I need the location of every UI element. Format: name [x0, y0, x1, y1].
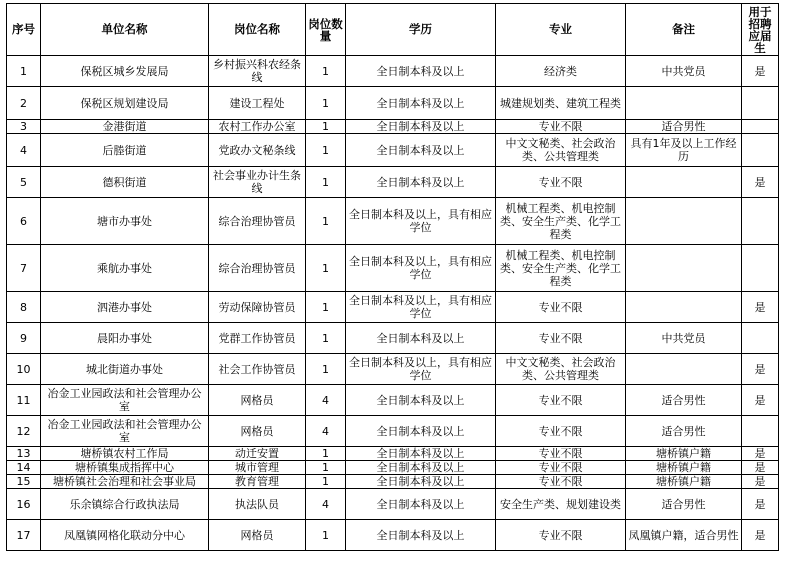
cell-position: 社会事业办计生条线	[209, 167, 306, 198]
cell-position: 动迁安置	[209, 447, 306, 461]
cell-major: 中文文秘类、社会政治类、公共管理类	[496, 354, 626, 385]
cell-count: 4	[306, 385, 346, 416]
cell-position: 乡村振兴科农经条线	[209, 56, 306, 87]
cell-index: 14	[7, 461, 41, 475]
cell-index: 4	[7, 134, 41, 167]
cell-major: 专业不限	[496, 461, 626, 475]
cell-unit: 塘桥镇集成指挥中心	[41, 461, 209, 475]
cell-position: 党政办文秘条线	[209, 134, 306, 167]
cell-remarks: 塘桥镇户籍	[626, 475, 742, 489]
cell-count: 1	[306, 198, 346, 245]
cell-major: 安全生产类、规划建设类	[496, 489, 626, 520]
cell-education: 全日制本科及以上，具有相应学位	[346, 198, 496, 245]
cell-position: 网格员	[209, 520, 306, 551]
cell-fresh-grad	[742, 323, 779, 354]
cell-count: 1	[306, 354, 346, 385]
cell-index: 10	[7, 354, 41, 385]
cell-education: 全日制本科及以上，具有相应学位	[346, 354, 496, 385]
cell-unit: 塘市办事处	[41, 198, 209, 245]
cell-index: 9	[7, 323, 41, 354]
cell-remarks: 适合男性	[626, 385, 742, 416]
cell-index: 3	[7, 120, 41, 134]
cell-remarks: 中共党员	[626, 56, 742, 87]
table-body	[7, 56, 779, 551]
cell-major: 专业不限	[496, 475, 626, 489]
cell-index: 7	[7, 245, 41, 292]
cell-position: 综合治理协管员	[209, 245, 306, 292]
cell-position: 社会工作协管员	[209, 354, 306, 385]
cell-index: 17	[7, 520, 41, 551]
cell-unit: 塘桥镇社会治理和社会事业局	[41, 475, 209, 489]
cell-major: 专业不限	[496, 167, 626, 198]
cell-fresh-grad	[742, 245, 779, 292]
cell-major: 中文文秘类、社会政治类、公共管理类	[496, 134, 626, 167]
cell-unit: 保税区城乡发展局	[41, 56, 209, 87]
header-education: 学历	[346, 4, 496, 56]
table-row	[7, 475, 779, 489]
cell-position: 劳动保障协管员	[209, 292, 306, 323]
cell-education: 全日制本科及以上	[346, 323, 496, 354]
cell-index: 15	[7, 475, 41, 489]
cell-major: 专业不限	[496, 292, 626, 323]
cell-fresh-grad: 是	[742, 385, 779, 416]
header-count: 岗位数量	[306, 4, 346, 56]
cell-count: 1	[306, 120, 346, 134]
cell-count: 1	[306, 245, 346, 292]
cell-unit: 冶金工业园政法和社会管理办公室	[41, 385, 209, 416]
header-position: 岗位名称	[209, 4, 306, 56]
table-row	[7, 134, 779, 167]
cell-remarks	[626, 167, 742, 198]
cell-education: 全日制本科及以上	[346, 461, 496, 475]
cell-position: 建设工程处	[209, 87, 306, 120]
cell-major: 城建规划类、建筑工程类	[496, 87, 626, 120]
cell-education: 全日制本科及以上	[346, 120, 496, 134]
recruitment-table-sheet	[6, 3, 779, 551]
cell-position: 网格员	[209, 385, 306, 416]
cell-count: 1	[306, 520, 346, 551]
cell-major: 经济类	[496, 56, 626, 87]
cell-count: 1	[306, 292, 346, 323]
cell-position: 综合治理协管员	[209, 198, 306, 245]
cell-fresh-grad: 是	[742, 461, 779, 475]
cell-fresh-grad: 是	[742, 520, 779, 551]
cell-position: 党群工作协管员	[209, 323, 306, 354]
cell-fresh-grad: 是	[742, 354, 779, 385]
cell-education: 全日制本科及以上	[346, 385, 496, 416]
cell-position: 网格员	[209, 416, 306, 447]
cell-fresh-grad	[742, 120, 779, 134]
cell-fresh-grad	[742, 87, 779, 120]
table-row	[7, 120, 779, 134]
cell-count: 1	[306, 167, 346, 198]
table-row	[7, 354, 779, 385]
table-row	[7, 198, 779, 245]
cell-count: 1	[306, 447, 346, 461]
cell-fresh-grad: 是	[742, 167, 779, 198]
cell-count: 4	[306, 489, 346, 520]
table-row	[7, 56, 779, 87]
cell-fresh-grad: 是	[742, 489, 779, 520]
cell-index: 2	[7, 87, 41, 120]
cell-major: 机械工程类、机电控制类、安全生产类、化学工程类	[496, 245, 626, 292]
table-row	[7, 461, 779, 475]
cell-unit: 塘桥镇农村工作局	[41, 447, 209, 461]
cell-major: 专业不限	[496, 416, 626, 447]
cell-major: 专业不限	[496, 120, 626, 134]
recruitment-table	[6, 3, 779, 551]
table-row	[7, 416, 779, 447]
header-fresh-grad: 用于招聘应届生	[742, 4, 779, 56]
cell-fresh-grad: 是	[742, 56, 779, 87]
header-index: 序号	[7, 4, 41, 56]
cell-index: 12	[7, 416, 41, 447]
header-unit: 单位名称	[41, 4, 209, 56]
cell-unit: 泗港办事处	[41, 292, 209, 323]
cell-remarks: 适合男性	[626, 120, 742, 134]
cell-education: 全日制本科及以上	[346, 134, 496, 167]
cell-remarks	[626, 198, 742, 245]
cell-education: 全日制本科及以上	[346, 475, 496, 489]
cell-unit: 乐余镇综合行政执法局	[41, 489, 209, 520]
table-row	[7, 292, 779, 323]
cell-major: 专业不限	[496, 447, 626, 461]
cell-remarks: 凤凰镇户籍，适合男性	[626, 520, 742, 551]
cell-index: 5	[7, 167, 41, 198]
cell-education: 全日制本科及以上，具有相应学位	[346, 245, 496, 292]
table-row	[7, 489, 779, 520]
cell-position: 农村工作办公室	[209, 120, 306, 134]
cell-education: 全日制本科及以上	[346, 87, 496, 120]
cell-remarks	[626, 87, 742, 120]
cell-remarks: 中共党员	[626, 323, 742, 354]
cell-unit: 晨阳办事处	[41, 323, 209, 354]
cell-fresh-grad	[742, 416, 779, 447]
cell-major: 专业不限	[496, 323, 626, 354]
cell-fresh-grad	[742, 134, 779, 167]
cell-remarks: 塘桥镇户籍	[626, 447, 742, 461]
table-row	[7, 385, 779, 416]
cell-count: 4	[306, 416, 346, 447]
table-row	[7, 245, 779, 292]
cell-unit: 金港街道	[41, 120, 209, 134]
cell-remarks	[626, 354, 742, 385]
cell-count: 1	[306, 134, 346, 167]
cell-position: 教育管理	[209, 475, 306, 489]
cell-remarks: 具有1年及以上工作经历	[626, 134, 742, 167]
cell-fresh-grad: 是	[742, 447, 779, 461]
cell-unit: 后塍街道	[41, 134, 209, 167]
cell-education: 全日制本科及以上	[346, 489, 496, 520]
table-row	[7, 447, 779, 461]
cell-fresh-grad	[742, 198, 779, 245]
cell-unit: 凤凰镇网格化联动分中心	[41, 520, 209, 551]
cell-remarks: 适合男性	[626, 416, 742, 447]
table-row	[7, 87, 779, 120]
cell-education: 全日制本科及以上	[346, 416, 496, 447]
header-major: 专业	[496, 4, 626, 56]
cell-index: 6	[7, 198, 41, 245]
cell-unit: 保税区规划建设局	[41, 87, 209, 120]
cell-unit: 乘航办事处	[41, 245, 209, 292]
cell-education: 全日制本科及以上	[346, 447, 496, 461]
cell-education: 全日制本科及以上	[346, 167, 496, 198]
cell-position: 执法队员	[209, 489, 306, 520]
cell-remarks: 适合男性	[626, 489, 742, 520]
cell-index: 1	[7, 56, 41, 87]
cell-count: 1	[306, 475, 346, 489]
cell-count: 1	[306, 323, 346, 354]
cell-unit: 城北街道办事处	[41, 354, 209, 385]
cell-position: 城市管理	[209, 461, 306, 475]
cell-major: 机械工程类、机电控制类、安全生产类、化学工程类	[496, 198, 626, 245]
cell-fresh-grad: 是	[742, 292, 779, 323]
header-row	[7, 4, 779, 56]
header-remarks: 备注	[626, 4, 742, 56]
cell-unit: 冶金工业园政法和社会管理办公室	[41, 416, 209, 447]
cell-major: 专业不限	[496, 385, 626, 416]
cell-count: 1	[306, 56, 346, 87]
cell-index: 8	[7, 292, 41, 323]
cell-education: 全日制本科及以上，具有相应学位	[346, 292, 496, 323]
cell-fresh-grad: 是	[742, 475, 779, 489]
cell-major: 专业不限	[496, 520, 626, 551]
table-row	[7, 520, 779, 551]
cell-unit: 德积街道	[41, 167, 209, 198]
cell-education: 全日制本科及以上	[346, 56, 496, 87]
cell-index: 11	[7, 385, 41, 416]
cell-remarks: 塘桥镇户籍	[626, 461, 742, 475]
cell-count: 1	[306, 87, 346, 120]
table-row	[7, 167, 779, 198]
cell-index: 13	[7, 447, 41, 461]
cell-education: 全日制本科及以上	[346, 520, 496, 551]
cell-remarks	[626, 245, 742, 292]
cell-count: 1	[306, 461, 346, 475]
cell-remarks	[626, 292, 742, 323]
cell-index: 16	[7, 489, 41, 520]
table-row	[7, 323, 779, 354]
